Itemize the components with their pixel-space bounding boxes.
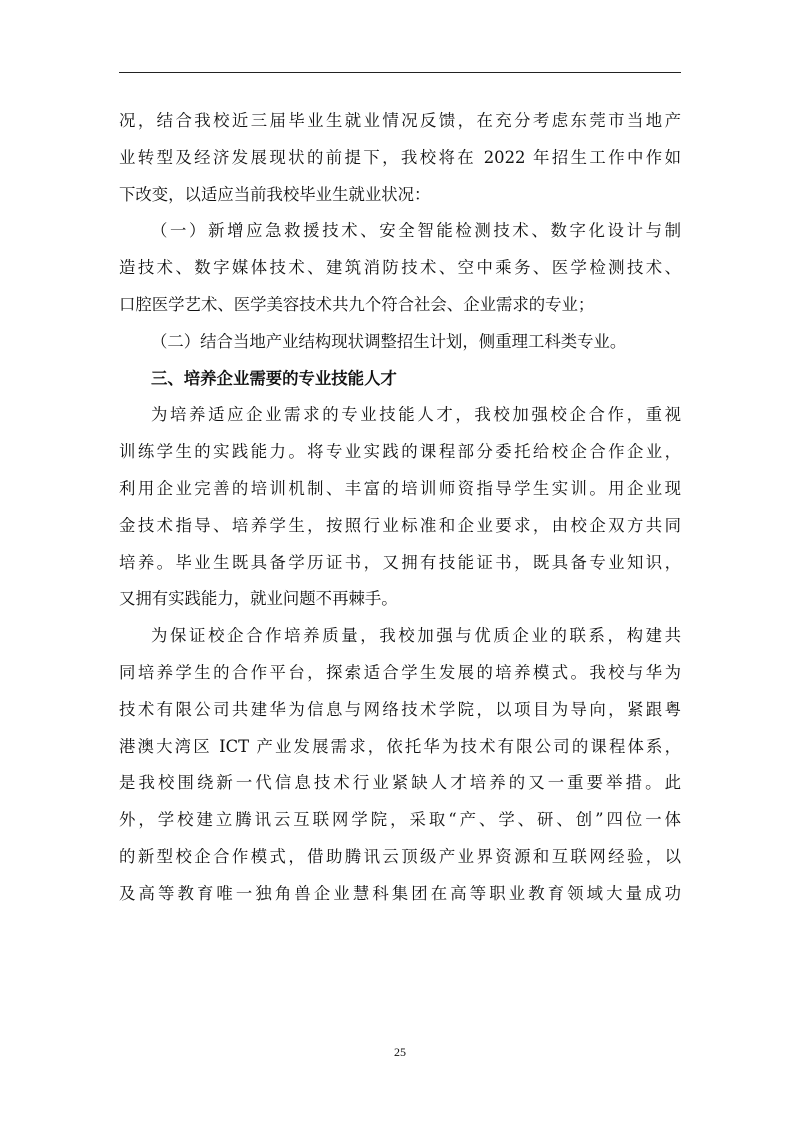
intro-line-3: 下改变，以适应当前我校毕业生就业状况：: [119, 184, 431, 204]
para-2-line-3: 技术有限公司共建华为信息与网络技术学院，以项目为导向，紧跟粤: [119, 699, 681, 719]
para-1-line-5: 培养。毕业生既具备学历证书，又拥有技能证书，既具备专业知识，: [119, 552, 681, 572]
para-1-line-1: 为培养适应企业需求的专业技能人才，我校加强校企合作，重视: [151, 405, 681, 425]
para-2-line-7: 的新型校企合作模式，借助腾讯云顶级产业界资源和互联网经验，以: [119, 846, 681, 866]
page-number: 25: [394, 1045, 406, 1059]
para-2-line-6: 外，学校建立腾讯云互联网学院，采取“产、学、研、创”四位一体: [119, 810, 681, 830]
item-1-line-3: 口腔医学艺术、医学美容技术共九个符合社会、企业需求的专业；: [119, 294, 595, 314]
para-2-line-5: 是我校围绕新一代信息技术行业紧缺人才培养的又一重要举措。此: [119, 773, 681, 793]
item-1-line-2: 造技术、数字媒体技术、建筑消防技术、空中乘务、医学检测技术、: [119, 258, 681, 278]
para-1-line-4: 金技术指导、培养学生，按照行业标准和企业要求，由校企双方共同: [119, 515, 681, 535]
intro-line-2: 业转型及经济发展现状的前提下，我校将在 2022 年招生工作中作如: [119, 147, 681, 167]
para-2-line-4: 港澳大湾区 ICT 产业发展需求，依托华为技术有限公司的课程体系，: [119, 736, 681, 756]
document-body: [119, 103, 681, 913]
para-1-line-3: 利用企业完善的培训机制、丰富的培训师资指导学生实训。用企业现: [119, 478, 681, 498]
para-2-line-8: 及高等教育唯一独角兽企业慧科集团在高等职业教育领域大量成功: [119, 883, 681, 903]
header-rule: [119, 72, 681, 73]
intro-line-1: 况，结合我校近三届毕业生就业情况反馈，在充分考虑东莞市当地产: [119, 111, 681, 130]
para-1-line-2: 训练学生的实践能力。将专业实践的课程部分委托给校企合作企业，: [119, 442, 681, 462]
item-2-line-1: （二）结合当地产业结构现状调整招生计划，侧重理工科类专业。: [151, 331, 627, 351]
section-heading: 三、培养企业需要的专业技能人才: [151, 368, 397, 388]
para-2-line-2: 同培养学生的合作平台，探索适合学生发展的培养模式。我校与华为: [119, 662, 681, 682]
para-1-line-6: 又拥有实践能力，就业问题不再棘手。: [119, 589, 398, 609]
item-1-line-1: （一）新增应急救援技术、安全智能检测技术、数字化设计与制: [151, 221, 681, 241]
para-2-line-1: 为保证校企合作培养质量，我校加强与优质企业的联系，构建共: [151, 626, 681, 646]
